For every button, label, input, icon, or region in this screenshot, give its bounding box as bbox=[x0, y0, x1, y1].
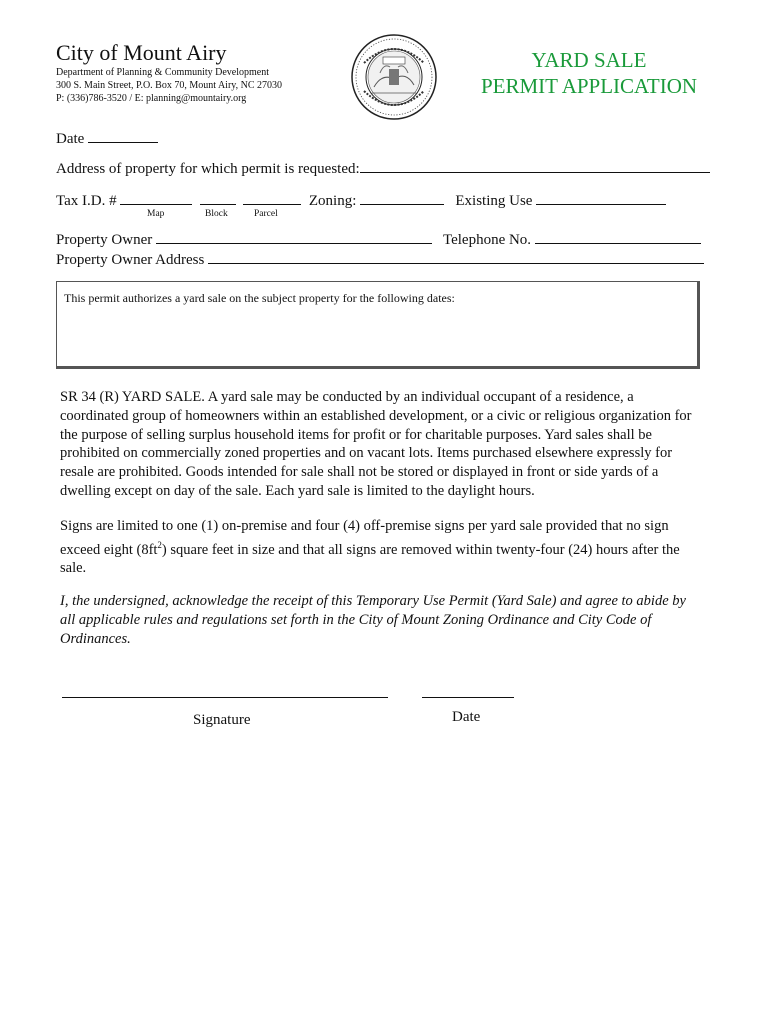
tax-parcel-sublabel: Parcel bbox=[254, 209, 278, 219]
tax-block-sublabel: Block bbox=[205, 209, 228, 219]
signs-superscript: 2 bbox=[157, 539, 162, 550]
page-title bbox=[472, 47, 706, 99]
zoning-field[interactable] bbox=[360, 190, 444, 205]
zoning-label: Zoning: bbox=[308, 193, 357, 209]
city-seal-icon bbox=[350, 33, 438, 121]
signature-date-line[interactable] bbox=[422, 697, 514, 698]
tax-id-row bbox=[56, 190, 666, 210]
date-label: Date bbox=[56, 131, 85, 147]
signs-paragraph bbox=[60, 517, 704, 578]
signs-text-after: ) square feet in size and that all signs are removed within twenty-four (24) hours after the sale. bbox=[60, 541, 680, 577]
address-field[interactable] bbox=[360, 158, 710, 173]
address-row bbox=[56, 158, 710, 178]
signature-label: Signature bbox=[193, 712, 251, 728]
title-line-2: PERMIT APPLICATION bbox=[480, 74, 698, 98]
tax-id-label: Tax I.D. # bbox=[56, 193, 117, 209]
signs-text-before: Signs are limited to one (1) on-premise and four (4) off-premise signs per yard sale provided that no sign exceed eight (8ft bbox=[60, 518, 669, 558]
owner-address-field[interactable] bbox=[208, 249, 704, 264]
address-label: Address of property for which permit is requested: bbox=[56, 161, 360, 177]
tax-map-field[interactable] bbox=[120, 190, 192, 205]
owner-field[interactable] bbox=[156, 229, 432, 244]
department-address: 300 S. Main Street, P.O. Box 70, Mount Airy, NC 27030 bbox=[56, 80, 283, 91]
existing-use-label: Existing Use bbox=[455, 193, 533, 209]
tax-map-sublabel: Map bbox=[147, 209, 165, 219]
sr34-paragraph: SR 34 (R) YARD SALE. A yard sale may be conducted by an individual occupant of a residence, a coordinated group of homeowners within an established development, or a civic or religious organization for the purpose of selling surplus household items for profit or for charitable purposes. Yard sales shall be prohibited on commercially zoned properties and on vacant lots. Items purchased elsewhere expressly for resale are prohibited. Goods intended for sale shall not be stored or displayed in front or side yards of a dwelling except on day of the sale. Each yard sale is limited to the daylight hours. bbox=[60, 389, 692, 499]
tax-block-field[interactable] bbox=[200, 190, 236, 205]
permit-dates-box[interactable] bbox=[56, 281, 700, 369]
telephone-field[interactable] bbox=[535, 229, 701, 244]
title-line-1: YARD SALE bbox=[531, 48, 647, 72]
owner-address-row bbox=[56, 249, 704, 269]
department-name: Department of Planning & Community Development bbox=[56, 67, 270, 78]
date-row bbox=[56, 128, 158, 148]
acknowledgement-paragraph: I, the undersigned, acknowledge the receipt of this Temporary Use Permit (Yard Sale) and agree to abide by all applicable rules and regulations set forth in the City of Mount Zoning Ordinance and City Code of Ordinances. bbox=[60, 593, 686, 647]
owner-row bbox=[56, 229, 701, 249]
signature-date-label: Date bbox=[452, 709, 481, 725]
signature-line[interactable] bbox=[62, 697, 388, 698]
department-contact: P: (336)786-3520 / E: planning@mountairy.org bbox=[56, 93, 247, 104]
date-field[interactable] bbox=[88, 128, 158, 143]
existing-use-field[interactable] bbox=[536, 190, 666, 205]
telephone-label: Telephone No. bbox=[442, 232, 532, 248]
owner-label: Property Owner bbox=[56, 232, 153, 248]
city-name: City of Mount Airy bbox=[56, 40, 227, 65]
tax-parcel-field[interactable] bbox=[243, 190, 301, 205]
permit-dates-text: This permit authorizes a yard sale on the subject property for the following dates: bbox=[64, 291, 455, 305]
owner-address-label: Property Owner Address bbox=[56, 252, 205, 268]
